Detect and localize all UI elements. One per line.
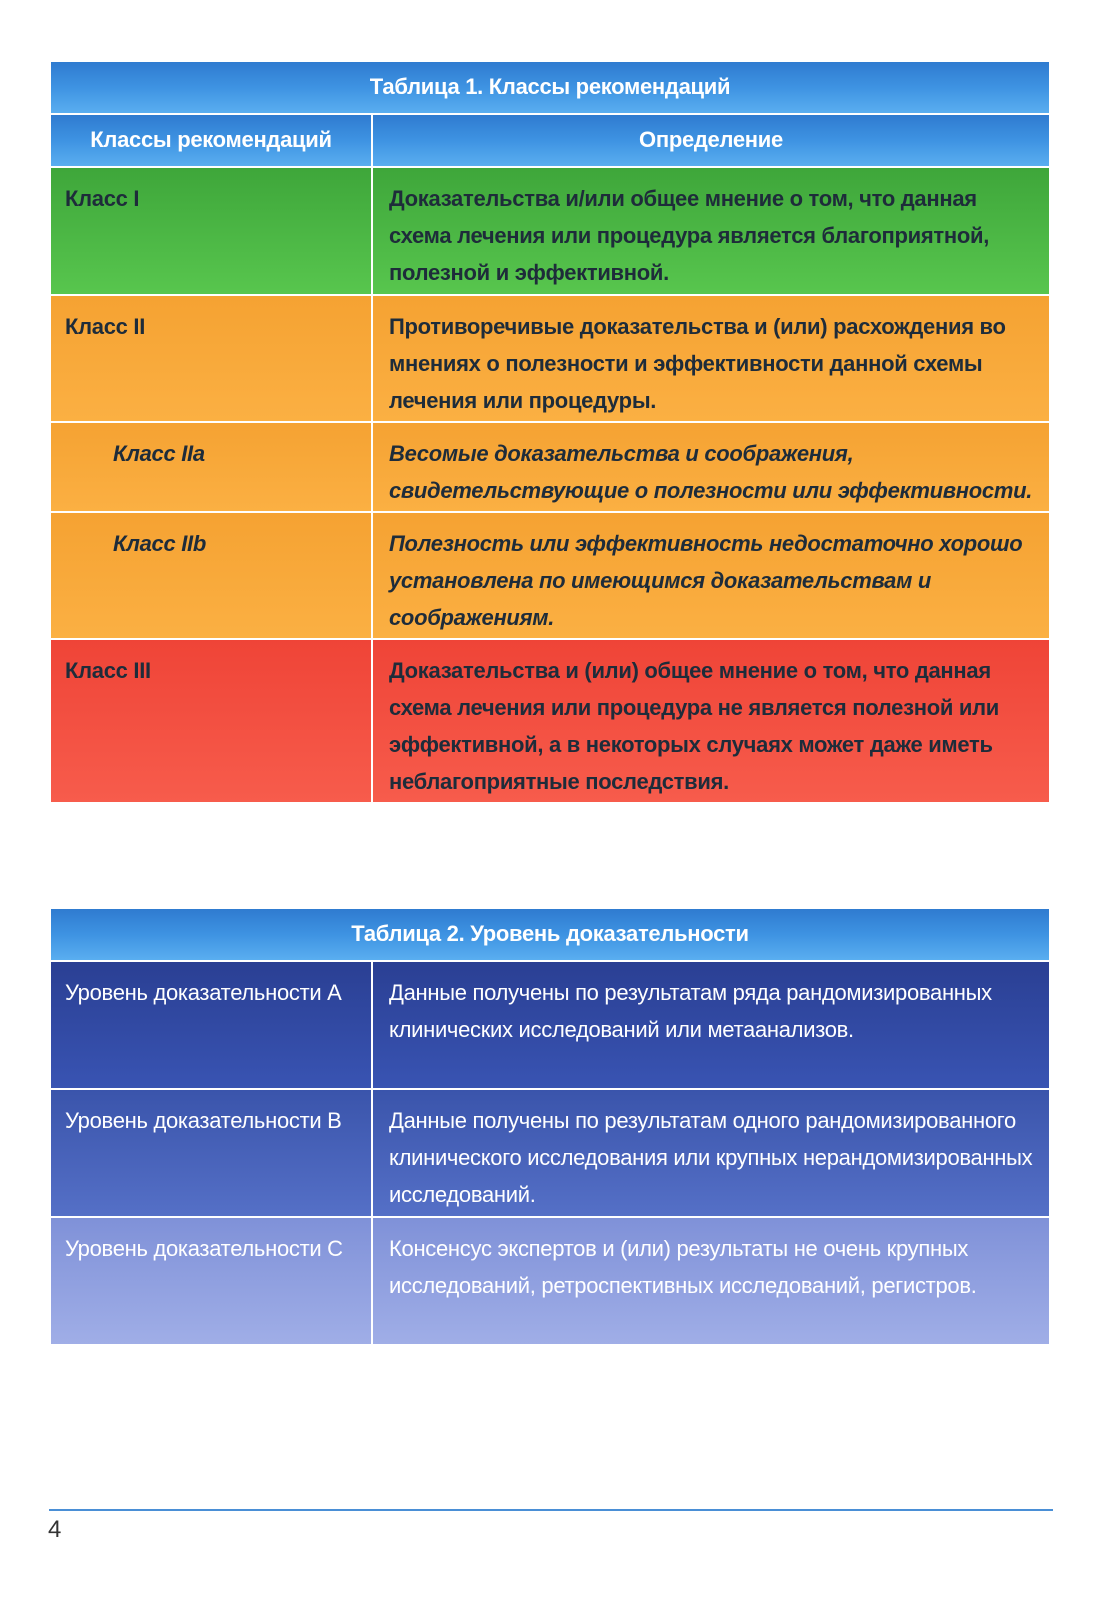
evidence-level-definition: Данные получены по результатам одного рандомизированного клинического исследования или крупных нерандомизированных исследований. — [372, 1089, 1050, 1217]
recommendation-classes-table — [49, 60, 1051, 804]
class-label: Класс IIb — [50, 512, 372, 639]
class-definition: Противоречивые доказательства и (или) расхождения во мнениях о полезности и эффективности данной схемы лечения или процедуры. — [372, 295, 1050, 422]
class-definition: Полезность или эффективность недостаточно хорошо установлена по имеющимся доказательствам и соображениям. — [372, 512, 1050, 639]
table-row — [50, 961, 1050, 1089]
class-label: Класс III — [50, 639, 372, 803]
table-row — [50, 512, 1050, 639]
page-number: 4 — [48, 1516, 62, 1543]
class-definition: Доказательства и/или общее мнение о том, что данная схема лечения или процедура является благоприятной, полезной и эффективной. — [372, 167, 1050, 295]
evidence-level-label: Уровень доказательности C — [50, 1217, 372, 1345]
evidence-level-table — [49, 907, 1051, 1346]
evidence-level-label: Уровень доказательности A — [50, 961, 372, 1089]
table2-caption: Таблица 2. Уровень доказательности — [50, 908, 1050, 961]
class-definition: Доказательства и (или) общее мнение о том, что данная схема лечения или процедура не является полезной или эффективной, а в некоторых случаях может даже иметь неблагоприятные последствия. — [372, 639, 1050, 803]
evidence-level-definition: Консенсус экспертов и (или) результаты не очень крупных исследований, ретроспективных исследований, регистров. — [372, 1217, 1050, 1345]
class-label: Класс II — [50, 295, 372, 422]
table-row — [50, 295, 1050, 422]
table-row — [50, 167, 1050, 295]
evidence-level-label: Уровень доказательности B — [50, 1089, 372, 1217]
class-definition: Весомые доказательства и соображения, свидетельствующие о полезности или эффективности. — [372, 422, 1050, 512]
class-label: Класс IIa — [50, 422, 372, 512]
footer-divider — [49, 1509, 1053, 1511]
table-row — [50, 1217, 1050, 1345]
table1-header-definition: Определение — [372, 114, 1050, 167]
table1-caption: Таблица 1. Классы рекомендаций — [50, 61, 1050, 114]
table-row — [50, 422, 1050, 512]
evidence-level-definition: Данные получены по результатам ряда рандомизированных клинических исследований или метаанализов. — [372, 961, 1050, 1089]
table-row — [50, 1089, 1050, 1217]
table1-header-classes: Классы рекомендаций — [50, 114, 372, 167]
class-label: Класс I — [50, 167, 372, 295]
table-row — [50, 639, 1050, 803]
